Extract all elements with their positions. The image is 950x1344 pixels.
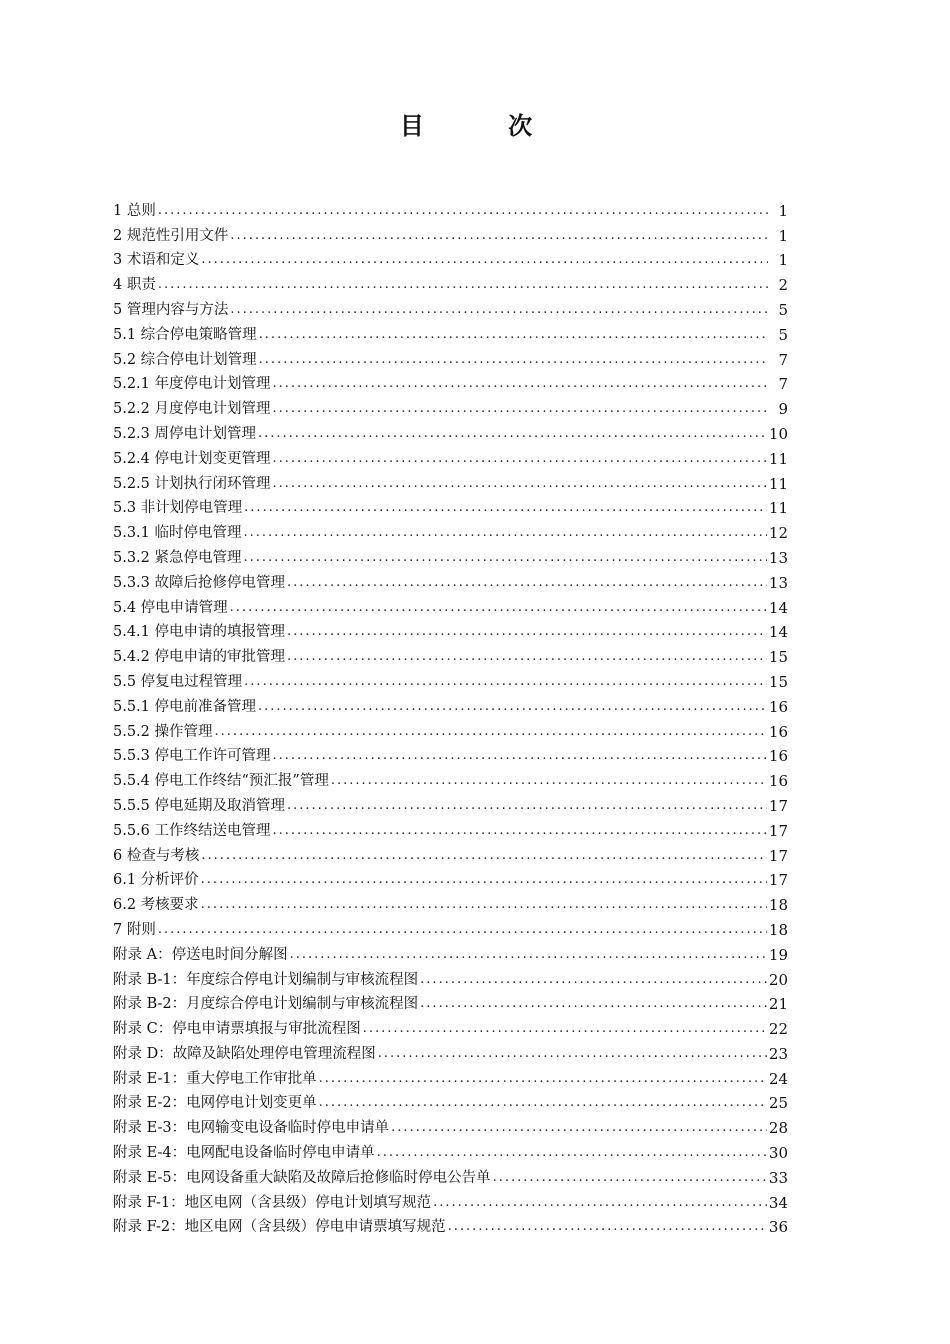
toc-leader-dots: [319, 1069, 767, 1089]
toc-entry[interactable]: [113, 1089, 788, 1114]
toc-entry[interactable]: [113, 1064, 788, 1089]
toc-entry[interactable]: [113, 320, 788, 345]
toc-entry-label: 5.4.2 停电申请的审批管理: [113, 649, 286, 666]
toc-entry-label: 5.4 停电申请管理: [113, 599, 228, 616]
toc-leader-dots: [448, 1217, 767, 1237]
toc-entry[interactable]: [113, 965, 788, 990]
toc-entry-page-number: 1: [778, 226, 788, 245]
toc-leader-dots: [319, 1093, 767, 1113]
toc-leader-dots: [230, 226, 768, 246]
toc-leader-dots: [201, 870, 767, 890]
toc-entry-page-number: 9: [778, 400, 788, 419]
toc-entry-page-number: 14: [768, 623, 788, 642]
toc-entry[interactable]: [113, 791, 788, 816]
toc-leader-dots: [493, 1168, 767, 1188]
toc-entry-page-number: 19: [768, 945, 788, 964]
toc-entry[interactable]: [113, 1163, 788, 1188]
toc-leader-dots: [273, 474, 767, 494]
toc-entry-label: 附录 E-4：电网配电设备临时停电申请单: [113, 1145, 375, 1162]
toc-entry[interactable]: [113, 1014, 788, 1039]
toc-entry-page-number: 18: [768, 920, 788, 939]
toc-leader-dots: [259, 325, 768, 345]
toc-entry-page-number: 18: [768, 896, 788, 915]
toc-leader-dots: [391, 1118, 767, 1138]
toc-leader-dots: [287, 573, 767, 593]
toc-entry-page-number: 36: [768, 1218, 788, 1237]
toc-entry[interactable]: [113, 1188, 788, 1213]
toc-entry-label: 5.2.5 计划执行闭环管理: [113, 475, 271, 492]
toc-entry[interactable]: [113, 766, 788, 791]
toc-entry-label: 5.2.4 停电计划变更管理: [113, 450, 271, 467]
toc-entry-page-number: 7: [778, 375, 788, 394]
toc-entry-page-number: 33: [768, 1168, 788, 1187]
toc-entry[interactable]: [113, 667, 788, 692]
toc-entry-page-number: 16: [768, 772, 788, 791]
toc-entry[interactable]: [113, 915, 788, 940]
toc-entry-label: 4 职责: [113, 277, 156, 294]
toc-entry-label: 5.3.3 故障后抢修停电管理: [113, 574, 286, 591]
toc-entry-page-number: 34: [768, 1193, 788, 1212]
toc-leader-dots: [230, 598, 767, 618]
toc-leader-dots: [273, 746, 767, 766]
toc-leader-dots: [378, 1044, 767, 1064]
toc-entry-page-number: 23: [768, 1044, 788, 1063]
toc-entry[interactable]: [113, 593, 788, 618]
toc-leader-dots: [244, 523, 767, 543]
toc-entry-label: 5.3.1 临时停电管理: [113, 525, 242, 542]
toc-entry-label: 5.3.2 紧急停电管理: [113, 549, 242, 566]
toc-entry-label: 5.4.1 停电申请的填报管理: [113, 624, 286, 641]
table-of-contents: [113, 196, 788, 1237]
toc-leader-dots: [433, 1193, 767, 1213]
toc-entry-page-number: 5: [778, 300, 788, 319]
toc-entry[interactable]: [113, 419, 788, 444]
toc-entry-label: 6.1 分析评价: [113, 872, 199, 889]
toc-entry-page-number: 14: [768, 598, 788, 617]
toc-entry-label: 附录 E-1：重大停电工作审批单: [113, 1070, 317, 1087]
toc-entry-label: 7 附则: [113, 921, 156, 938]
toc-entry-page-number: 15: [768, 672, 788, 691]
toc-entry[interactable]: [113, 444, 788, 469]
toc-leader-dots: [244, 498, 767, 518]
toc-entry[interactable]: [113, 841, 788, 866]
toc-leader-dots: [258, 424, 767, 444]
toc-leader-dots: [158, 201, 768, 221]
toc-entry-page-number: 1: [778, 201, 788, 220]
toc-entry-page-number: 22: [768, 1020, 788, 1039]
toc-entry-page-number: 13: [768, 548, 788, 567]
toc-entry-page-number: 1: [778, 251, 788, 270]
toc-leader-dots: [273, 449, 767, 469]
page-title: 目 次: [399, 111, 571, 140]
toc-entry-label: 附录 E-5：电网设备重大缺陷及故障后抢修临时停电公告单: [113, 1169, 491, 1186]
toc-entry[interactable]: [113, 221, 788, 246]
toc-leader-dots: [420, 994, 767, 1014]
toc-entry-page-number: 28: [768, 1119, 788, 1138]
toc-entry-page-number: 17: [768, 796, 788, 815]
toc-leader-dots: [201, 846, 767, 866]
toc-leader-dots: [258, 697, 767, 717]
toc-entry[interactable]: [113, 246, 788, 271]
toc-entry[interactable]: [113, 1039, 788, 1064]
toc-leader-dots: [273, 374, 768, 394]
toc-entry[interactable]: [113, 518, 788, 543]
toc-entry[interactable]: [113, 642, 788, 667]
toc-leader-dots: [290, 945, 767, 965]
toc-entry-label: 5 管理内容与方法: [113, 301, 229, 318]
toc-entry-label: 附录 B-1：年度综合停电计划编制与审核流程图: [113, 971, 419, 988]
toc-entry[interactable]: [113, 618, 788, 643]
toc-entry-page-number: 11: [768, 449, 788, 468]
toc-entry[interactable]: [113, 543, 788, 568]
toc-leader-dots: [230, 300, 768, 320]
toc-entry-page-number: 12: [768, 524, 788, 543]
toc-entry-label: 5.2.3 周停电计划管理: [113, 425, 257, 442]
toc-entry-label: 5.1 综合停电策略管理: [113, 326, 257, 343]
toc-entry[interactable]: [113, 196, 788, 221]
toc-entry[interactable]: [113, 717, 788, 742]
toc-entry-label: 3 术语和定义: [113, 252, 200, 269]
toc-entry[interactable]: [113, 568, 788, 593]
toc-leader-dots: [363, 1019, 767, 1039]
toc-entry-page-number: 16: [768, 747, 788, 766]
toc-entry[interactable]: [113, 1113, 788, 1138]
toc-entry[interactable]: [113, 370, 788, 395]
toc-entry[interactable]: [113, 890, 788, 915]
toc-entry-label: 附录 E-2：电网停电计划变更单: [113, 1095, 317, 1112]
toc-leader-dots: [420, 970, 767, 990]
toc-entry-label: 2 规范性引用文件: [113, 227, 229, 244]
toc-entry-page-number: 13: [768, 573, 788, 592]
toc-entry-label: 附录 F-2：地区电网（含县级）停电申请票填写规范: [113, 1219, 446, 1236]
toc-entry-label: 5.5.2 操作管理: [113, 723, 213, 740]
toc-leader-dots: [287, 647, 767, 667]
toc-leader-dots: [244, 548, 767, 568]
toc-entry-page-number: 30: [768, 1144, 788, 1163]
toc-entry[interactable]: [113, 394, 788, 419]
toc-entry[interactable]: [113, 692, 788, 717]
toc-entry[interactable]: [113, 1138, 788, 1163]
toc-entry-page-number: 10: [768, 424, 788, 443]
toc-leader-dots: [273, 399, 768, 419]
toc-entry[interactable]: [113, 866, 788, 891]
toc-entry-label: 5.3 非计划停电管理: [113, 500, 243, 517]
toc-entry-label: 6 检查与考核: [113, 847, 200, 864]
toc-entry-label: 5.5 停复电过程管理: [113, 673, 243, 690]
toc-entry-label: 1 总则: [113, 202, 156, 219]
toc-entry-label: 附录 B-2：月度综合停电计划编制与审核流程图: [113, 996, 419, 1013]
toc-entry-label: 5.2.2 月度停电计划管理: [113, 401, 271, 418]
toc-entry-page-number: 17: [768, 846, 788, 865]
toc-entry[interactable]: [113, 940, 788, 965]
toc-entry[interactable]: [113, 816, 788, 841]
toc-entry-page-number: 7: [778, 350, 788, 369]
toc-entry-label: 5.5.6 工作终结送电管理: [113, 822, 271, 839]
toc-entry-page-number: 2: [778, 276, 788, 295]
toc-leader-dots: [287, 622, 767, 642]
toc-entry-label: 6.2 考核要求: [113, 897, 199, 914]
toc-entry[interactable]: [113, 494, 788, 519]
toc-leader-dots: [215, 722, 767, 742]
toc-entry-page-number: 15: [768, 648, 788, 667]
toc-entry[interactable]: [113, 990, 788, 1015]
toc-entry-label: 附录 F-1：地区电网（含县级）停电计划填写规范: [113, 1194, 432, 1211]
toc-leader-dots: [259, 350, 768, 370]
toc-entry-page-number: 11: [768, 474, 788, 493]
toc-entry-page-number: 16: [768, 697, 788, 716]
toc-leader-dots: [331, 771, 767, 791]
toc-leader-dots: [273, 821, 767, 841]
toc-leader-dots: [287, 796, 767, 816]
toc-leader-dots: [377, 1143, 767, 1163]
toc-entry-label: 5.2 综合停电计划管理: [113, 351, 257, 368]
toc-entry-label: 附录 E-3：电网输变电设备临时停电申请单: [113, 1120, 390, 1137]
toc-entry[interactable]: [113, 295, 788, 320]
toc-leader-dots: [158, 920, 767, 940]
toc-entry[interactable]: [113, 1213, 788, 1238]
toc-entry-page-number: 25: [768, 1094, 788, 1113]
toc-entry-label: 5.5.1 停电前准备管理: [113, 698, 257, 715]
toc-leader-dots: [244, 672, 767, 692]
toc-entry[interactable]: [113, 345, 788, 370]
toc-entry-label: 附录 A：停送电时间分解图: [113, 946, 288, 963]
toc-entry-page-number: 20: [768, 970, 788, 989]
toc-entry-page-number: 11: [768, 499, 788, 518]
toc-entry-label: 5.5.5 停电延期及取消管理: [113, 797, 286, 814]
toc-entry-page-number: 21: [768, 995, 788, 1014]
toc-leader-dots: [201, 250, 768, 270]
toc-entry[interactable]: [113, 469, 788, 494]
toc-leader-dots: [201, 895, 767, 915]
toc-entry-label: 附录 C：停电申请票填报与审批流程图: [113, 1021, 361, 1038]
toc-entry[interactable]: [113, 742, 788, 767]
toc-entry-page-number: 17: [768, 821, 788, 840]
toc-entry-label: 5.2.1 年度停电计划管理: [113, 376, 271, 393]
toc-entry-label: 5.5.3 停电工作许可管理: [113, 748, 271, 765]
toc-leader-dots: [158, 275, 768, 295]
toc-entry-page-number: 5: [778, 325, 788, 344]
toc-entry-label: 附录 D：故障及缺陷处理停电管理流程图: [113, 1045, 376, 1062]
toc-entry-page-number: 17: [768, 871, 788, 890]
toc-entry-page-number: 24: [768, 1069, 788, 1088]
toc-entry-label: 5.5.4 停电工作终结“预汇报”管理: [113, 773, 329, 790]
toc-entry[interactable]: [113, 270, 788, 295]
toc-entry-page-number: 16: [768, 722, 788, 741]
